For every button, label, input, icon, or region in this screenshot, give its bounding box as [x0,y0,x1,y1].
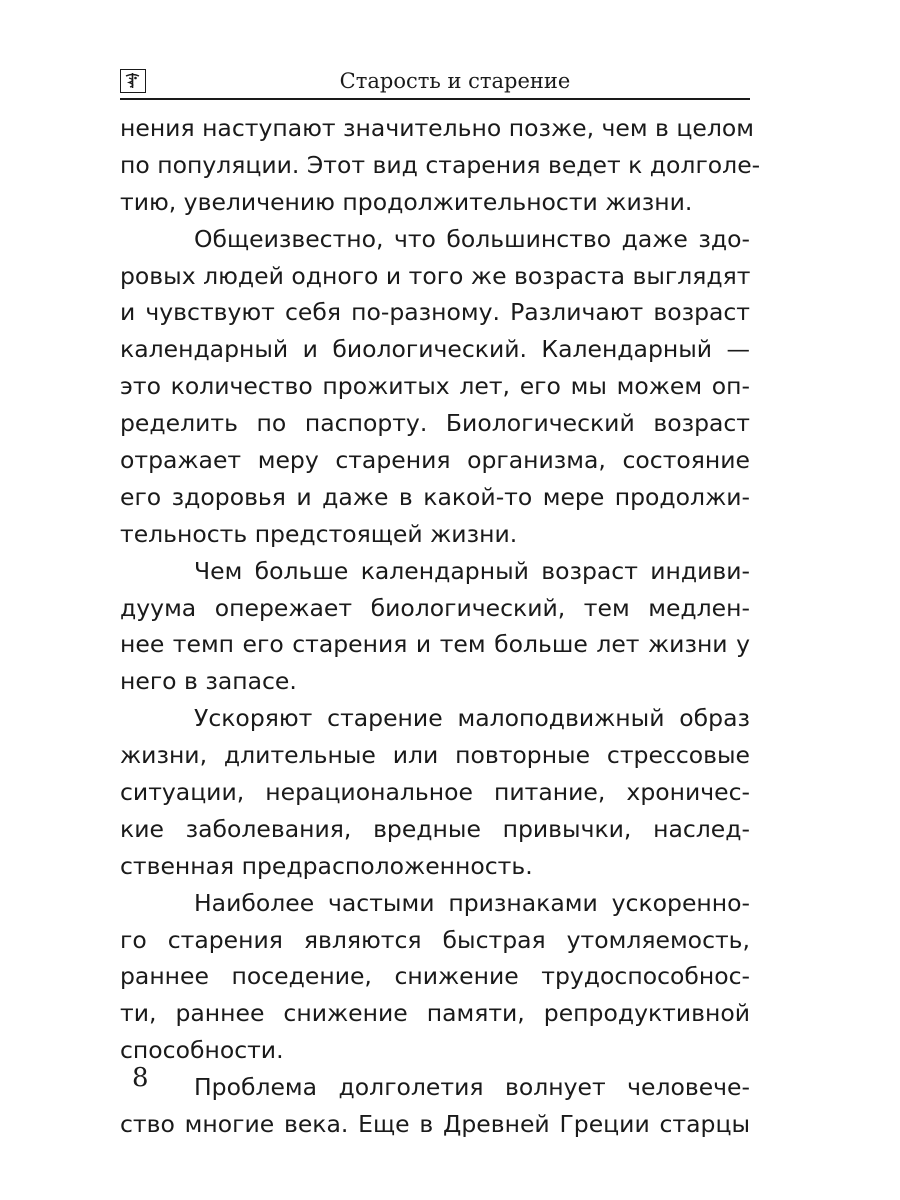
text-line: ство многие века. Еще в Древней Греции старцы [120,1110,750,1139]
text-line: и чувствуют себя по-разному. Различают возраст [120,298,750,327]
text-line: нее темп его старения и тем больше лет жизни у [120,630,750,659]
body-text [120,110,761,1143]
text-line: раннее поседение, снижение трудоспособнос- [120,962,750,991]
text-line: Проблема долголетия волнует человече- [194,1073,750,1102]
text-line: ределить по паспорту. Биологический возраст [120,409,750,438]
text-line: нения наступают значительно позже, чем в целом [120,114,754,142]
caduceus-icon [120,69,146,93]
text-line: это количество прожитых лет, его мы можем оп- [120,372,750,401]
paragraph [120,700,750,884]
paragraph [120,885,750,1069]
text-line: тию, увеличению продолжительности жизни. [120,187,693,216]
text-line: тельность предстоящей жизни. [120,519,518,548]
running-header-title: Старость и старение [339,69,571,93]
text-line: Ускоряют старение малоподвижный образ [194,704,750,733]
text-line: Общеизвестно, что большинство даже здо- [194,224,750,253]
text-line: жизни, длительные или повторные стрессовые [120,741,750,770]
text-line: го старения являются быстрая утомляемость, [120,925,750,954]
paragraph [120,221,750,553]
text-line: него в запасе. [120,667,297,696]
text-line: способности. [120,1036,284,1065]
page-number: 8 [132,1063,149,1093]
paragraph [120,1069,750,1143]
text-line: ти, раннее снижение памяти, репродуктивной [120,999,750,1028]
text-line: по популяции. Этот вид старения ведет к долголе- [120,150,761,179]
text-line: кие заболевания, вредные привычки, наслед- [120,814,750,843]
text-line: календарный и биологический. Календарный — [120,335,750,364]
text-line: дуума опережает биологический, тем медлен- [120,593,750,622]
text-line: отражает меру старения организма, состояние [120,446,750,475]
paragraph [120,110,761,221]
text-line: ситуации, нерациональное питание, хроничес- [120,778,750,807]
running-header [120,66,750,100]
text-line: Чем больше календарный возраст индиви- [194,556,750,585]
paragraph [120,553,750,701]
text-line: его здоровья и даже в какой-то мере продолжи- [120,482,750,511]
text-line: ственная предрасположенность. [120,851,533,880]
text-line: ровых людей одного и того же возраста выглядят [120,261,751,290]
text-line: Наиболее частыми признаками ускоренно- [194,888,750,917]
